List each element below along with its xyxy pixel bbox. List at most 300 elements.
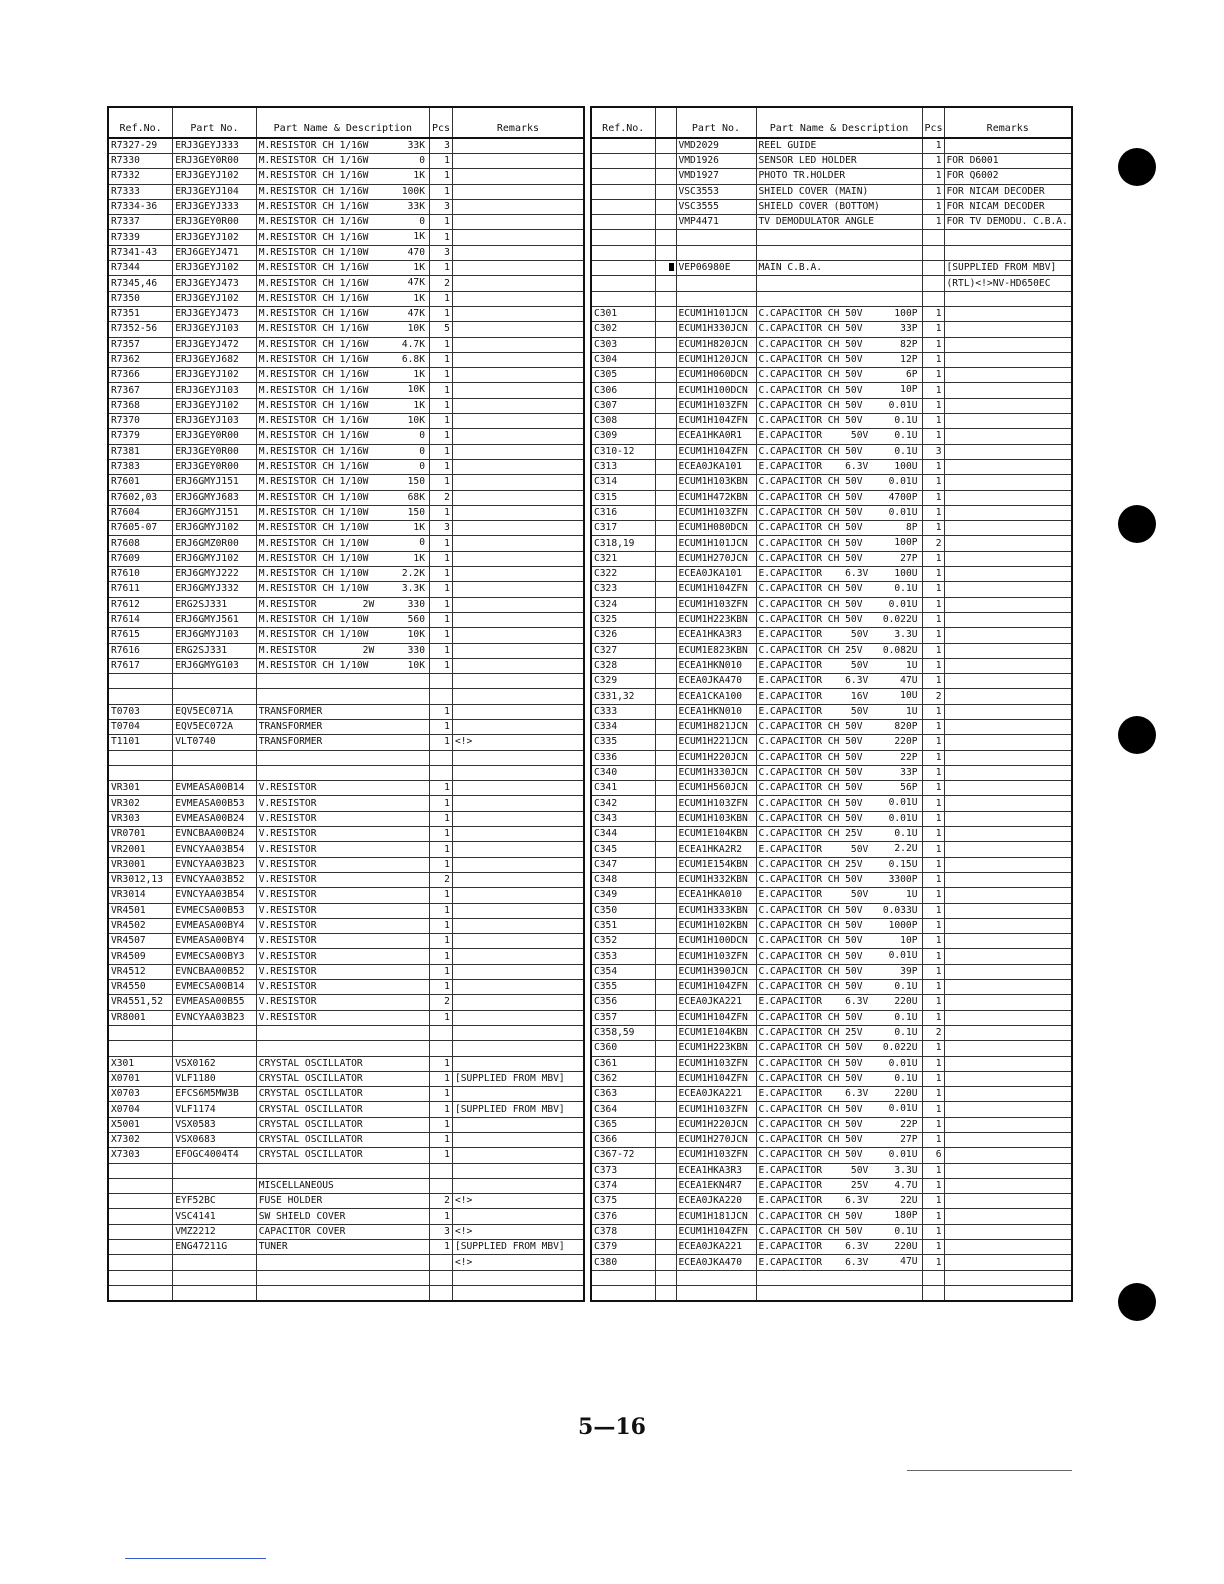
cell-remarks [452,827,584,842]
cell-part-no [676,245,756,260]
cell-pcs: 3 [429,138,452,154]
cell-remarks [944,291,1072,306]
cell-part-no [173,1270,257,1285]
cell-remarks [944,1133,1072,1148]
cell-ref: C357 [591,1010,655,1025]
description-value: 39P [900,965,918,977]
cell-ref [108,1240,173,1255]
description-text: E.CAPACITOR 6.3V [758,1256,869,1268]
table-row [591,169,1072,184]
cell-remarks [944,490,1072,505]
cell-part-no: ECUM1H060DCN [676,368,756,383]
cell-remarks [452,1133,584,1148]
cell-description [256,918,429,933]
cell-description [256,169,429,184]
table-row [108,658,584,673]
description-text: C.CAPACITOR CH 50V [758,522,863,534]
cell-mark [655,658,676,673]
cell-pcs [429,1041,452,1056]
cell-part-no: ECUM1H103ZFN [676,949,756,964]
cell-mark [655,475,676,490]
cell-description [756,704,922,719]
cell-remarks [944,1209,1072,1224]
cell-ref: X7302 [108,1133,173,1148]
cell-pcs: 3 [429,245,452,260]
cell-part-no: EFCS6M5MW3B [173,1087,257,1102]
cell-part-no: ERJ3GEY0R00 [173,429,257,444]
cell-ref: C318,19 [591,536,655,551]
cell-ref [591,230,655,245]
cell-part-no [676,1270,756,1285]
table-row [591,199,1072,214]
cell-ref: C323 [591,582,655,597]
table-row [591,261,1072,276]
description-value: 1K [413,369,425,381]
cell-part-no: ECUM1H104ZFN [676,1224,756,1239]
cell-pcs: 1 [922,658,944,673]
cell-pcs: 2 [429,490,452,505]
description-value: 10U [900,690,918,702]
cell-part-no: ERJ3GEYJ682 [173,352,257,367]
cell-description [256,781,429,796]
cell-mark [655,398,676,413]
description-value: 6.8K [401,353,425,365]
table-row [591,918,1072,933]
cell-ref: C328 [591,658,655,673]
cell-pcs: 1 [922,414,944,429]
cell-mark [655,1071,676,1086]
description-value: 0.022U [882,1042,918,1054]
cell-description [756,949,922,964]
description-text: C.CAPACITOR CH 50V [758,736,863,748]
cell-ref: C373 [591,1163,655,1178]
cell-pcs: 1 [429,827,452,842]
table-row [108,322,584,337]
cell-description [756,872,922,887]
table-row [591,750,1072,765]
cell-description [756,567,922,582]
cell-pcs: 1 [922,337,944,352]
cell-part-no: ECUM1H103KBN [676,811,756,826]
cell-description [756,1240,922,1255]
description-text: CRYSTAL OSCILLATOR [258,1088,363,1100]
description-text: M.RESISTOR CH 1/16W [258,384,369,396]
cell-remarks [944,827,1072,842]
cell-part-no: EVNCYAA03B54 [173,888,257,903]
cell-ref [108,674,173,689]
cell-remarks [452,643,584,658]
cell-part-no: VSC3555 [676,199,756,214]
table-row [591,1102,1072,1117]
cell-ref: C354 [591,964,655,979]
table-row [108,169,584,184]
table-row [591,551,1072,566]
cell-pcs: 1 [429,444,452,459]
cell-remarks [452,1117,584,1132]
cell-pcs: 1 [429,215,452,230]
description-value: 82P [900,338,918,350]
description-value: 0.1U [894,1072,918,1084]
cell-remarks [452,658,584,673]
table-row [108,398,584,413]
cell-remarks [452,444,584,459]
cell-remarks [944,1117,1072,1132]
cell-pcs: 2 [429,1194,452,1209]
cell-part-no: VSX0583 [173,1117,257,1132]
cell-ref: R7366 [108,368,173,383]
cell-part-no: EFOGC4004T4 [173,1148,257,1163]
description-value: 2.2U [894,843,918,855]
cell-mark [655,628,676,643]
description-value: 10P [900,384,918,396]
cell-ref: R7362 [108,352,173,367]
cell-mark [655,689,676,704]
cell-part-no: VLF1180 [173,1071,257,1086]
cell-pcs: 1 [922,1240,944,1255]
cell-part-no: ECEA1HKA2R2 [676,842,756,857]
cell-pcs [922,245,944,260]
header-mark [655,107,676,138]
cell-description [756,199,922,214]
cell-description [256,750,429,765]
cell-part-no: ERJ3GEYJ333 [173,199,257,214]
description-value: 12P [900,353,918,365]
table-header [108,107,584,138]
cell-pcs: 1 [429,505,452,520]
cell-ref: R7368 [108,398,173,413]
cell-part-no: ECUM1H101JCN [676,306,756,321]
description-text: C.CAPACITOR CH 50V [758,935,863,947]
description-text: M.RESISTOR CH 1/16W [258,170,369,182]
table-row [108,704,584,719]
cell-description [756,536,922,551]
description-text: C.CAPACITOR CH 50V [758,721,863,733]
cell-remarks [944,429,1072,444]
table-row [108,1148,584,1163]
cell-pcs [429,765,452,780]
cell-pcs: 1 [429,398,452,413]
cell-ref: R7604 [108,505,173,520]
table-row [591,567,1072,582]
cell-mark [655,719,676,734]
description-text: C.CAPACITOR CH 50V [758,812,863,824]
cell-part-no [173,1041,257,1056]
cell-remarks [944,719,1072,734]
table-row [591,857,1072,872]
description-value: 0.01U [888,506,918,518]
cell-part-no: ERJ3GEYJ102 [173,261,257,276]
description-text: CAPACITOR COVER [258,1225,346,1237]
description-text: M.RESISTOR CH 1/16W [258,292,369,304]
description-value: 0.1U [894,430,918,442]
cell-description [256,536,429,551]
cell-pcs [429,689,452,704]
cell-part-no: ECEA0JKA221 [676,995,756,1010]
cell-ref: R7383 [108,459,173,474]
description-value: 0 [419,216,425,228]
description-text: SHIELD COVER (BOTTOM) [758,201,880,213]
description-text: M.RESISTOR CH 1/10W [258,552,369,564]
description-value: 220U [894,1241,918,1253]
cell-description [256,291,429,306]
description-text: C.CAPACITOR CH 25V [758,644,863,656]
table-row [591,429,1072,444]
cell-part-no: ERJ3GEYJ103 [173,322,257,337]
cell-ref: X5001 [108,1117,173,1132]
cell-pcs: 2 [429,276,452,291]
table-row [108,888,584,903]
description-text: E.CAPACITOR 6.3V [758,1088,869,1100]
cell-description [756,719,922,734]
parts-table-right [590,106,1073,1302]
description-text: CRYSTAL OSCILLATOR [258,1072,363,1084]
cell-description [756,261,922,276]
cell-ref: R7352-56 [108,322,173,337]
cell-remarks [452,414,584,429]
table-row [591,230,1072,245]
cell-ref: C314 [591,475,655,490]
cell-pcs: 1 [922,1209,944,1224]
table-row [591,245,1072,260]
description-value: 0.01U [888,950,918,962]
table-row [591,505,1072,520]
description-value: 3.3U [894,1164,918,1176]
cell-part-no: ECEA0JKA221 [676,1240,756,1255]
cell-pcs: 3 [429,199,452,214]
description-value: 33K [407,200,425,212]
cell-description [256,567,429,582]
cell-description [256,1240,429,1255]
description-text: E.CAPACITOR 6.3V [758,1241,869,1253]
description-value: 0.01U [888,812,918,824]
table-row [591,1163,1072,1178]
description-text: C.CAPACITOR CH 50V [758,1103,863,1115]
cell-remarks [944,949,1072,964]
table-row [591,352,1072,367]
cell-mark [655,521,676,536]
description-value: 470 [407,246,425,258]
table-row [591,888,1072,903]
cell-pcs: 1 [429,1056,452,1071]
cell-remarks [452,1178,584,1193]
cell-ref: C317 [591,521,655,536]
cell-description [256,674,429,689]
cell-part-no [173,1255,257,1270]
cell-ref: C331,32 [591,689,655,704]
description-value: 180P [894,1210,918,1222]
description-text: CRYSTAL OSCILLATOR [258,1118,363,1130]
cell-ref [108,750,173,765]
table-row [591,811,1072,826]
table-row [108,1102,584,1117]
cell-ref: C353 [591,949,655,964]
cell-part-no: EVNCYAA03B23 [173,1010,257,1025]
cell-part-no: VMD2029 [676,138,756,154]
cell-remarks [452,490,584,505]
table-row [591,658,1072,673]
table-row [591,949,1072,964]
cell-description [756,1056,922,1071]
header-remarks: Remarks [944,107,1072,138]
cell-part-no: ECUM1H103ZFN [676,1102,756,1117]
cell-ref: X0701 [108,1071,173,1086]
cell-part-no: ECEA0JKA220 [676,1194,756,1209]
description-value: 68K [407,491,425,503]
table-row [108,1133,584,1148]
description-text: C.CAPACITOR CH 50V [758,874,863,886]
cell-mark [655,337,676,352]
cell-description [256,1056,429,1071]
cell-pcs: 1 [922,429,944,444]
cell-description [256,888,429,903]
cell-remarks [944,551,1072,566]
table-row [108,276,584,291]
cell-pcs: 1 [429,643,452,658]
description-value: 330 [407,598,425,610]
cell-mark [655,827,676,842]
cell-part-no: VSC4141 [173,1209,257,1224]
cell-remarks [944,1148,1072,1163]
cell-description [256,643,429,658]
table-row [108,154,584,169]
cell-description [756,459,922,474]
cell-description [256,1209,429,1224]
cell-description [256,1178,429,1193]
table-row [108,765,584,780]
cell-mark [655,414,676,429]
cell-part-no [173,1163,257,1178]
cell-mark [655,1163,676,1178]
table-row [108,261,584,276]
cell-description [756,352,922,367]
cell-remarks: <!> [452,1224,584,1239]
description-text: M.RESISTOR CH 1/10W [258,614,369,626]
cell-mark [655,796,676,811]
cell-description [256,230,429,245]
cell-mark [655,750,676,765]
cell-description [256,597,429,612]
table-row [591,582,1072,597]
description-value: 10K [407,384,425,396]
table-row [108,1194,584,1209]
cell-mark [655,1148,676,1163]
cell-part-no: VEP06980E [676,261,756,276]
cell-part-no: ECEA1HKA3R3 [676,1163,756,1178]
cell-remarks [944,1240,1072,1255]
cell-description [256,459,429,474]
cell-description [756,658,922,673]
description-text: MISCELLANEOUS [258,1180,334,1192]
cell-remarks [944,643,1072,658]
cell-ref: C343 [591,811,655,826]
table-row [591,612,1072,627]
table-row [108,796,584,811]
cell-description [256,138,429,154]
description-text: M.RESISTOR CH 1/10W [258,506,369,518]
description-text: C.CAPACITOR CH 50V [758,1210,863,1222]
cell-part-no: ECUM1H103ZFN [676,398,756,413]
description-value: 1000P [888,919,918,931]
cell-ref [108,1163,173,1178]
table-row [108,1041,584,1056]
description-value: 820P [894,720,918,732]
cell-ref: C321 [591,551,655,566]
description-text: V.RESISTOR [258,782,317,794]
cell-ref: VR3014 [108,888,173,903]
table-row [591,628,1072,643]
cell-part-no: ECUM1H103ZFN [676,505,756,520]
cell-ref: C362 [591,1071,655,1086]
description-text: V.RESISTOR [258,858,317,870]
cell-pcs: 1 [922,1117,944,1132]
cell-description [256,245,429,260]
cell-part-no: EVMECSA00BY3 [173,949,257,964]
table-row [591,1071,1072,1086]
table-row [591,383,1072,398]
cell-pcs: 1 [922,1194,944,1209]
cell-remarks [452,934,584,949]
description-value: 220P [894,736,918,748]
description-value: 0.01U [888,1149,918,1161]
cell-pcs [922,291,944,306]
cell-ref: R7612 [108,597,173,612]
cell-part-no: ECUM1H101JCN [676,536,756,551]
description-value: 47U [900,675,918,687]
cell-remarks: FOR D6001 [944,154,1072,169]
cell-description [256,1025,429,1040]
table-row [591,184,1072,199]
table-header [591,107,1072,138]
description-text: V.RESISTOR [258,1011,317,1023]
cell-pcs [922,261,944,276]
cell-part-no: ECUM1H104ZFN [676,980,756,995]
cell-mark [655,1041,676,1056]
description-value: 0.15U [888,858,918,870]
cell-remarks [452,1025,584,1040]
cell-ref: C326 [591,628,655,643]
cell-pcs: 1 [429,230,452,245]
table-row [108,1209,584,1224]
table-row [591,796,1072,811]
punch-hole [1118,1283,1156,1321]
cell-remarks [452,276,584,291]
cell-pcs: 1 [922,1224,944,1239]
cell-pcs: 1 [922,383,944,398]
cell-remarks: (RTL)<!>NV-HD650EC [944,276,1072,291]
description-text: C.CAPACITOR CH 50V [758,1134,863,1146]
description-text: C.CAPACITOR CH 50V [758,965,863,977]
cell-part-no: ECUM1H390JCN [676,964,756,979]
cell-remarks [944,918,1072,933]
description-text: M.RESISTOR CH 1/16W [258,308,369,320]
cell-mark [655,1194,676,1209]
cell-remarks [944,612,1072,627]
table-row [591,1010,1072,1025]
punch-hole [1118,716,1156,754]
cell-mark [655,536,676,551]
table-row [591,1270,1072,1285]
description-value: 0.1U [894,1011,918,1023]
cell-ref: R7370 [108,414,173,429]
cell-description [256,872,429,887]
cell-part-no: VLF1174 [173,1102,257,1117]
cell-ref: C351 [591,918,655,933]
cell-part-no: ERJ6GEYJ471 [173,245,257,260]
cell-description [756,1255,922,1270]
description-value: 10K [407,629,425,641]
table-row [108,1285,584,1300]
cell-part-no: EVMEASA00B53 [173,796,257,811]
